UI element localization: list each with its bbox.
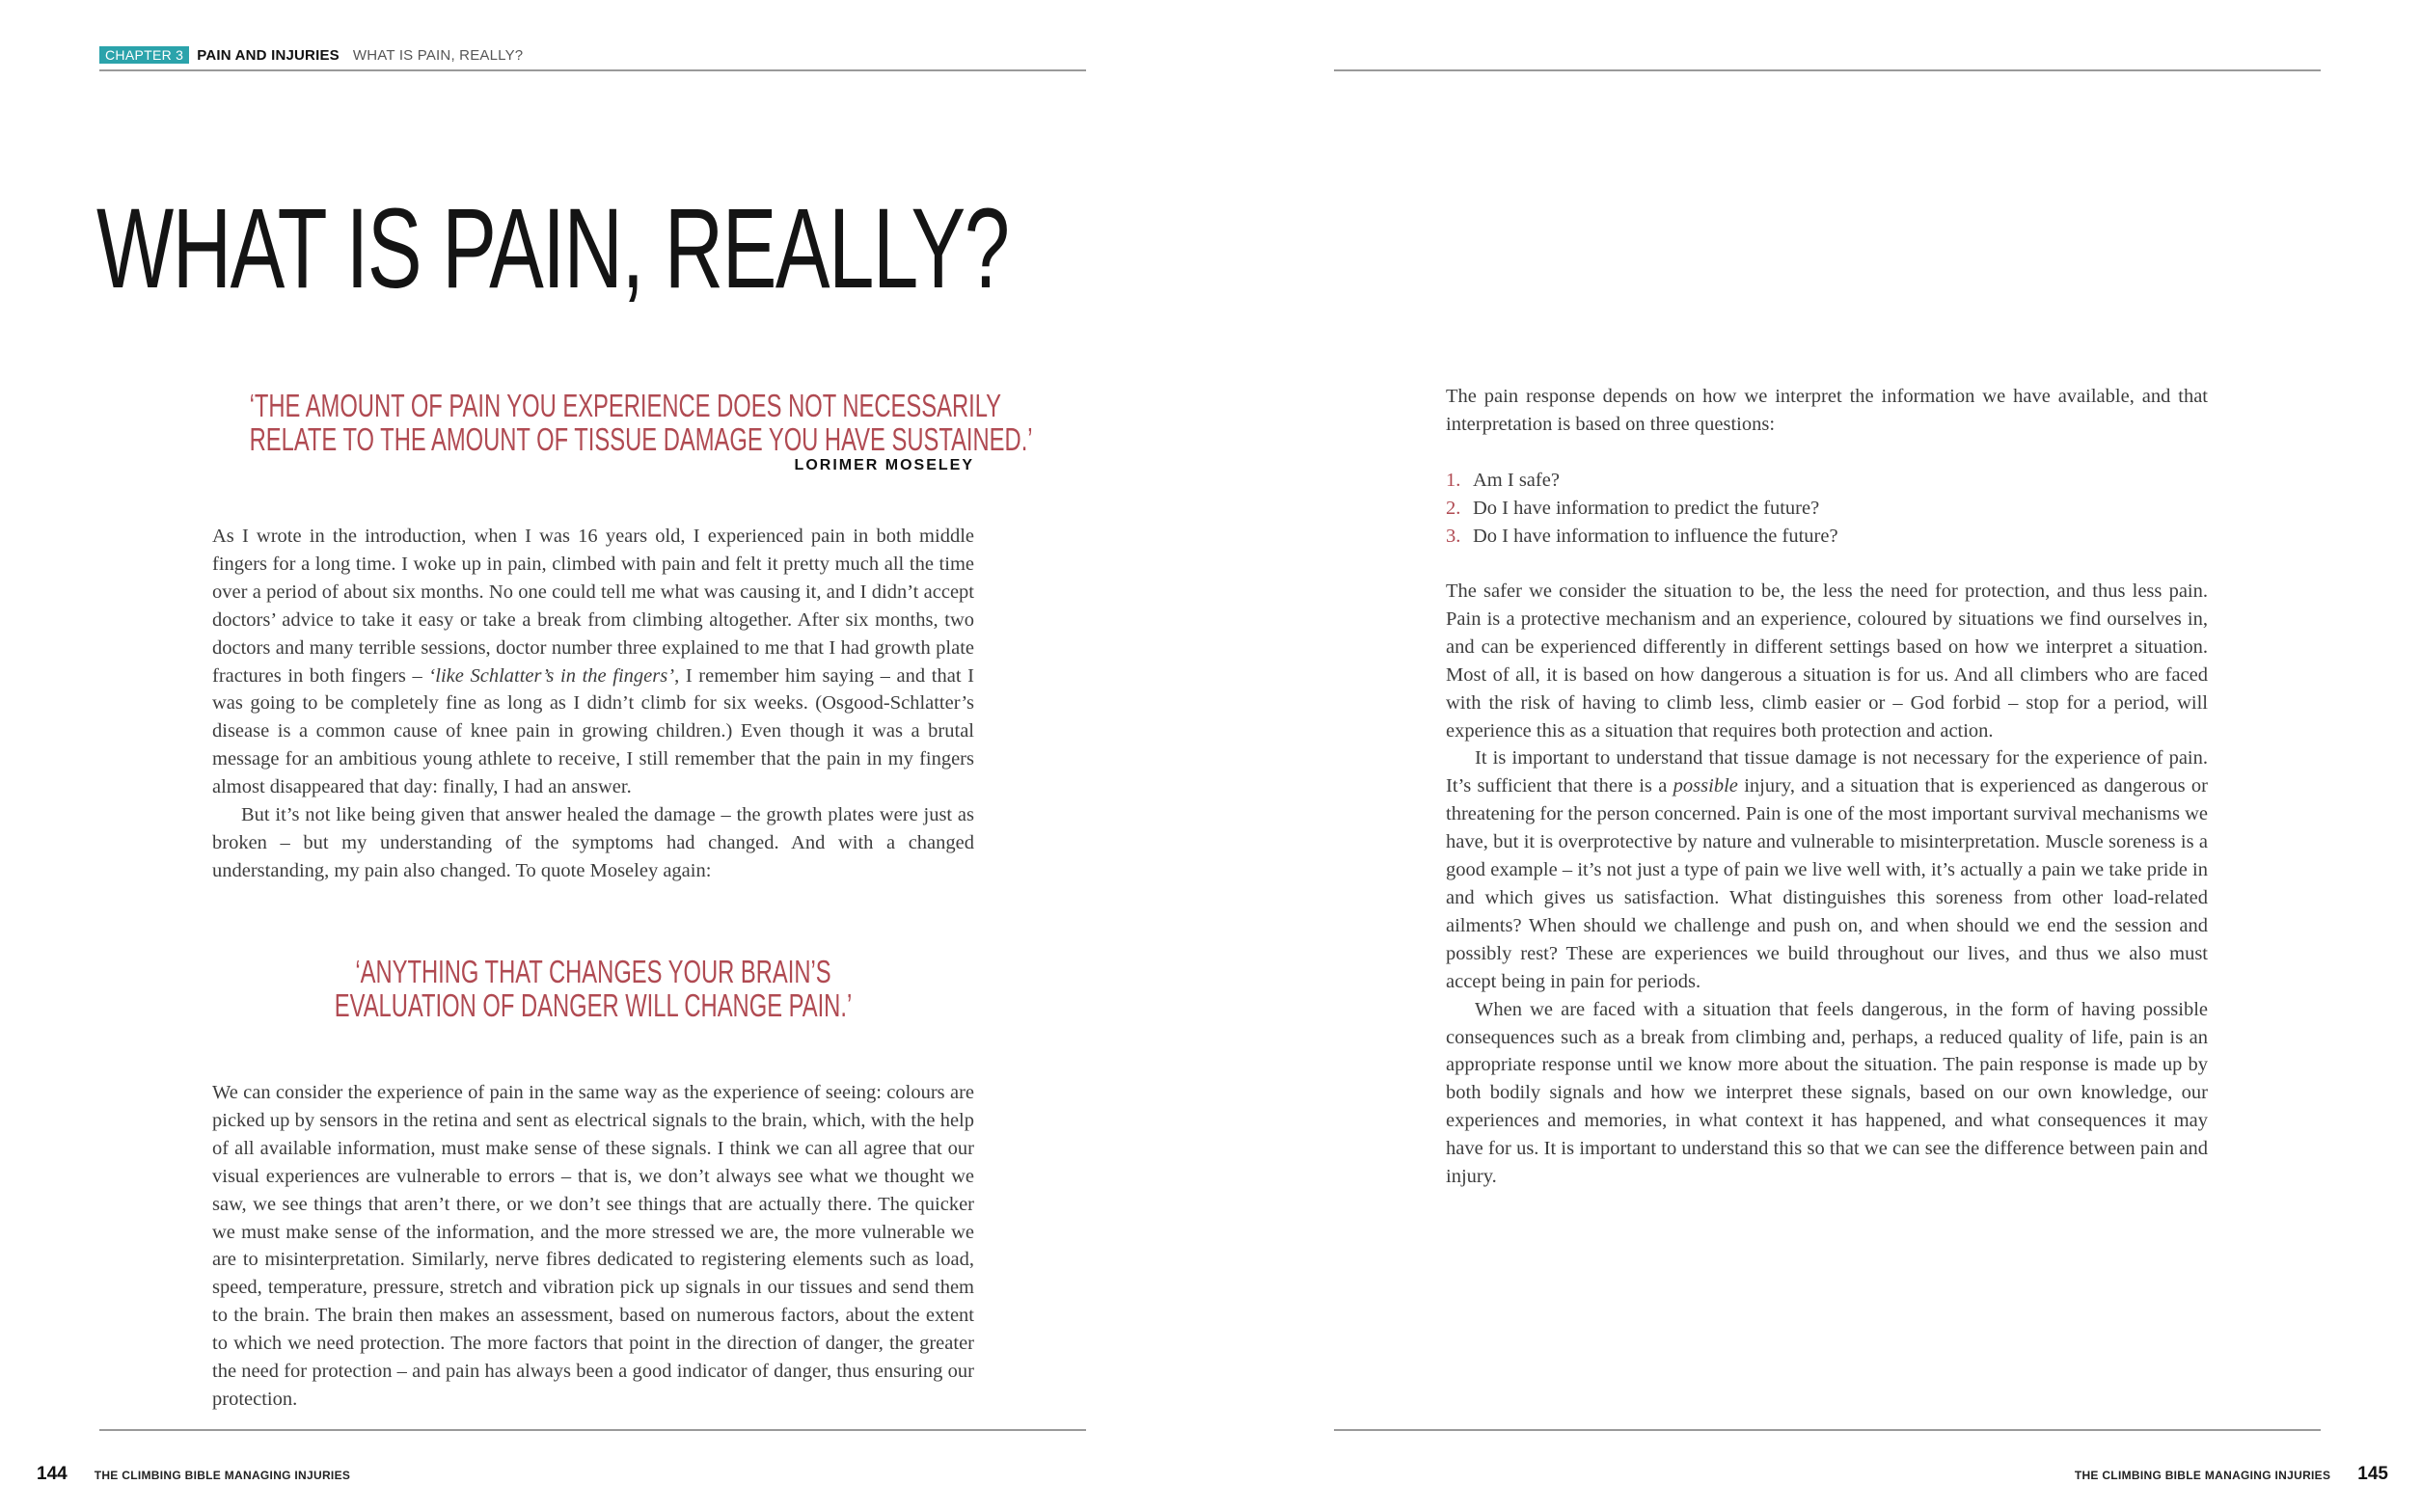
footer-title: THE CLIMBING BIBLE MANAGING INJURIES [94,1469,351,1482]
list-number: 3. [1446,526,1461,547]
paragraph: The pain response depends on how we interpret the information we have available, and that interpretation is based on three questions: [1446,386,2208,435]
footer-title: THE CLIMBING BIBLE MANAGING INJURIES [2074,1469,2331,1482]
list-number: 1. [1446,470,1461,491]
body-text [212,523,974,885]
paragraph: When we are faced with a situation that feels dangerous, in the form of having possible consequences such as a break from climbing and, perhaps, a reduced quality of life, pain is an appropriate response until we know more about the situation. The pain response is made up by both bodily signals and how we interpret these signals, based on our own knowledge, our experiences and memories, in what context it has happened, and what consequences it may have for us. It is important to understand this so that we can see the difference between pain and injury. [1446,998,2208,1188]
page-number: 145 [2357,1464,2388,1484]
pull-quote-line: ‘ANYTHING THAT CHANGES YOUR BRAIN’S [355,954,831,989]
paragraph: It is important to understand that tissue damage is not necessary for the experience of pain. It’s sufficient that there is a possible injury, and a situation that is experienced as dangerous or threatening for the person concerned. Pain is one of the most important survival mechanisms we have, but it is overprotective by nature and vulnerable to misinterpretation. Muscle soreness is a good example – it’s not just a type of pain we live well with, it’s actually a pain we take pride in and which gives us satisfaction. What distinguishes this soreness from other load-related ailments? When should we challenge and push on, and when should we end the session and possibly rest? These are experiences we build throughout our lives, and thus we also must accept being in pain for periods. [1446,747,2209,992]
list-text: Do I have information to predict the future? [1473,498,1820,519]
footer-rule [1334,1429,2321,1431]
pull-quote [250,955,938,1022]
page-footer [2075,1464,2388,1485]
left-page [0,0,1210,1512]
emphasis: possible [1673,775,1738,797]
footer-rule [99,1429,1086,1431]
list-item [1446,467,2208,495]
page-number: 144 [37,1464,68,1484]
body-text [1446,383,2208,439]
header-rule [99,69,1086,71]
right-page [1210,0,2421,1512]
running-header [99,46,523,64]
page-footer [37,1464,350,1485]
paragraph: The safer we consider the situation to be, the less the need for protection, and thus less pain. Pain is a protective mechanism and an experience, coloured by situations we find ourselves in, and can be experienced differently in different settings based on how we interpret a situation. Most of all, it is based on how dangerous a situation is for us. And all climbers who are faced with the risk of having to climb less, climb easier or – God forbid – stop for a period, will experience this as a situation that requires both protection and action. [1446,580,2208,742]
quote-attribution: LORIMER MOSELEY [794,457,974,473]
header-rule [1334,69,2321,71]
body-text [212,1079,974,1414]
list-item [1446,523,2208,551]
chapter-name: PAIN AND INJURIES [197,46,340,64]
pull-quote [249,388,1033,457]
paragraph: As I wrote in the introduction, when I was 16 years old, I experienced pain in both middle fingers for a long time. I woke up in pain, climbed with pain and felt it pretty much all the time over a period of about six months. No one could tell me what was causing it, and I didn’t accept doctors’ advice to take it easy or take a break from climbing altogether. After six months, two doctors and many terrible sessions, doctor number three explained to me that I had growth plate fractures in both fingers – ‘like Schlatter’s in the fingers’, I remember him saying – and that I was going to be completely fine as long as I didn’t climb for six weeks. (Osgood-Schlatter’s disease is a common cause of knee pain in growing children.) Even though it was a brutal message for an ambitious young athlete to receive, I still remember that the pain in my fingers almost disappeared that day: finally, I had an answer. [212,526,974,798]
emphasis: ‘like Schlatter’s in the fingers’ [428,664,675,687]
pull-quote-line: EVALUATION OF DANGER WILL CHANGE PAIN.’ [334,987,853,1023]
body-text [1446,578,2208,1191]
pull-quote-line: ‘THE AMOUNT OF PAIN YOU EXPERIENCE DOES NOT NECESSARILY [249,388,1002,423]
paragraph: We can consider the experience of pain in the same way as the experience of seeing: colours are picked up by sensors in the retina and sent as electrical signals to the brain, which, with the help of all available information, must make sense of these signals. I think we can all agree that our visual experiences are vulnerable to errors – that is, we don’t always see what we thought we saw, we see things that aren’t there, or we don’t see things that are actually there. The quicker we must make sense of the information, and the more stressed we are, the more vulnerable we are to misinterpretation. Similarly, nerve fibres dedicated to registering elements such as load, speed, temperature, pressure, stretch and vibration pick up signals in our tissues and send them to the brain. The brain then makes an assessment, based on numerous factors, about the extent to which we need protection. The more factors that point in the direction of danger, the greater the need for protection – and pain has always been a good indicator of danger, thus ensuring our protection. [212,1082,974,1410]
page-title: WHAT IS PAIN, REALLY? [96,185,1009,312]
list-item [1446,495,2208,523]
list-text: Am I safe? [1473,470,1560,491]
paragraph: But it’s not like being given that answer healed the damage – the growth plates were just as broken – but my understanding of the symptoms had changed. And with a changed understanding, my pain also changed. To quote Moseley again: [212,804,974,881]
question-list [1446,467,2208,551]
chapter-tag: CHAPTER 3 [99,46,189,64]
list-number: 2. [1446,498,1461,519]
pull-quote-line: RELATE TO THE AMOUNT OF TISSUE DAMAGE YOU HAVE SUSTAINED.’ [249,421,1033,457]
list-text: Do I have information to influence the future? [1473,526,1838,547]
section-name: WHAT IS PAIN, REALLY? [352,46,524,64]
